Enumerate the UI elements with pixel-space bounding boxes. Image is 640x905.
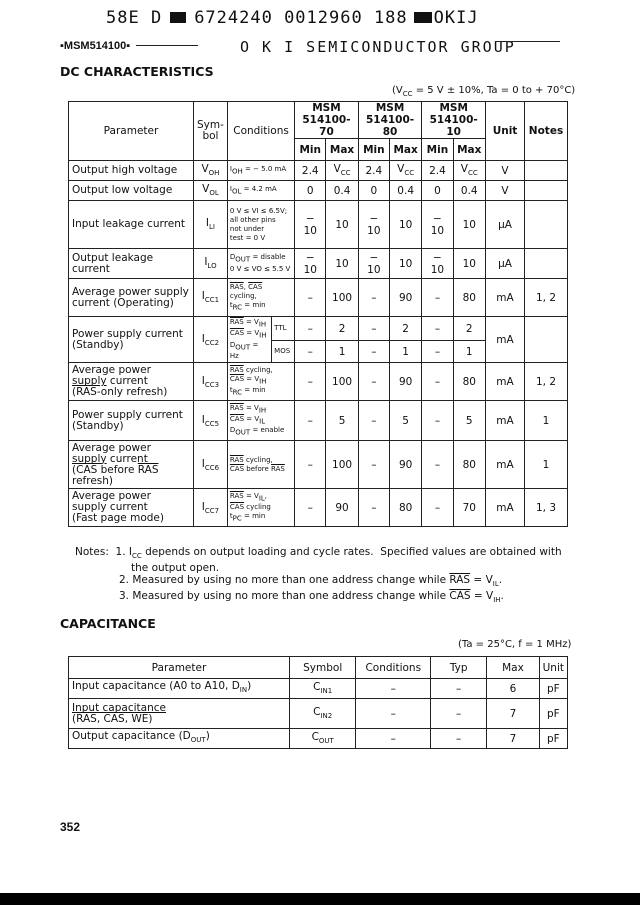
table-row: MOS – 1 – 1 – 1 <box>69 341 568 363</box>
col-unit: Unit <box>486 102 525 161</box>
table-row: Power supply current (Standby) $I_{CC2}$ $\overline{RAS} = V_{IH}$ $\overline{CAS} = V_{IH}$ $D_{OUT} = Hz$ TTL – 2 – 2 – 2 mA <box>69 317 568 341</box>
col-conditions: Conditions <box>227 102 294 161</box>
col-notes: Notes <box>525 102 568 161</box>
table-row: Output low voltage $V_{OL}$ $I_{OL} = 4.2$ mA 0 0.4 0 0.4 0 0.4 V <box>69 181 568 201</box>
col-conditions: Conditions <box>356 657 431 679</box>
table-row: Average power supply current ($\overline{RAS}$-only refresh) $I_{CC3}$ $\overline{RAS}$ cycling, $\overline{CAS} = V_{IH}$ $t_{RC} = \min$ – 100 – 90 – 80 mA 1, 2 <box>69 363 568 401</box>
col-parameter: Parameter <box>69 657 290 679</box>
col-symbol: Symbol <box>289 657 355 679</box>
note-1-cont: the output open. <box>131 562 220 575</box>
col-max: Max <box>326 139 358 161</box>
part-number-line: ▪MSM514100▪ <box>60 40 198 52</box>
table-row: Power supply current (Standby) $I_{CC5}$ $\overline{RAS} = V_{IH}$ $\overline{CAS} = V_{IL}$ $D_{OUT}$ = enable – 5 – 5 – 5 mA 1 <box>69 401 568 441</box>
table-row: Average power supply current (Fast page mode) $I_{CC7}$ $\overline{RAS} = V_{IL}$, $\overline{CAS}$ cycling $t_{PC} = \min$ – 90 – 80 – 70 mA 1, 3 <box>69 489 568 527</box>
note-1: Notes: 1. $I_{CC}$ depends on output loading and cycle rates. Specified values are obtained with <box>75 546 562 561</box>
col-msm-10: MSM 514100-10 <box>422 102 486 139</box>
col-max: Max <box>389 139 421 161</box>
code-left: 58E D <box>106 8 163 28</box>
col-min: Min <box>358 139 389 161</box>
part-number: MSM514100 <box>63 40 127 52</box>
table-row: Input leakage current $I_{LI}$ 0 V ≤ VI ≤ 6.5V; all other pins not under test = 0 V − 10 10 − 10 10 − 10 10 μA <box>69 201 568 249</box>
capacitance-section-title: CAPACITANCE <box>60 616 156 631</box>
table-row: Average power supply current (Operating) $I_{CC1}$ $\overline{RAS}$, $\overline{CAS}$ cycling, $t_{RC} = \min$ – 100 – 90 – 80 mA 1, 2 <box>69 279 568 317</box>
table-row: Output capacitance $(D_{OUT})$ $C_{OUT}$ – – 7 pF <box>69 729 568 749</box>
note-2: 2. Measured by using no more than one address change while $\overline{RAS} = V_{IL}$. <box>119 574 503 589</box>
table-row: Output high voltage $V_{OH}$ $I_{OH}$ = − 5.0 mA 2.4 $V_{CC}$ 2.4 $V_{CC}$ 2.4 $V_{CC}$ V <box>69 161 568 181</box>
col-min: Min <box>295 139 326 161</box>
dc-notes <box>75 546 562 606</box>
black-block-icon <box>170 12 186 23</box>
code-right: OKIJ <box>433 8 479 28</box>
col-parameter: Parameter <box>69 102 194 161</box>
col-msm-80: MSM 514100-80 <box>358 102 422 139</box>
col-min: Min <box>422 139 453 161</box>
dc-section-title: DC CHARACTERISTICS <box>60 64 214 79</box>
col-unit: Unit <box>539 657 567 679</box>
code-mid: 6724240 0012960 188 <box>194 8 408 28</box>
scan-border <box>0 893 640 905</box>
capacitance-table <box>68 656 568 749</box>
dc-conditions: ($V_{CC} = 5$ V ± 10%, Ta = 0 to + 70°C) <box>392 85 576 98</box>
table-row: Input capacitance ($\overline{RAS}$, $\overline{CAS}$, $\overline{WE}$) $C_{IN2}$ – – 7 pF <box>69 699 568 729</box>
header-rule <box>495 41 560 42</box>
dc-characteristics-table <box>68 101 568 527</box>
col-max: Max <box>453 139 485 161</box>
col-msm-70: MSM 514100-70 <box>295 102 359 139</box>
table-row: Average power supply current ($\overline{CAS}$ before $\overline{RAS}$ refresh) $I_{CC6}$ $\overline{RAS}$ cycling, $\overline{CAS}$ before $\overline{RAS}$ – 100 – 90 – 80 mA 1 <box>69 441 568 489</box>
table-row: Input capacitance (A0 to A10, $D_{IN}$) $C_{IN1}$ – – 6 pF <box>69 679 568 699</box>
note-3: 3. Measured by using no more than one address change while $\overline{CAS} = V_{IH}$. <box>119 590 504 605</box>
header-rule <box>136 45 198 46</box>
capacitance-conditions: (Ta = 25°C, f = 1 MHz) <box>458 639 572 650</box>
col-symbol: Sym- bol <box>194 102 228 161</box>
table-row: Output leakage current $I_{LO}$ $D_{OUT}$ = disable 0 V ≤ VO ≤ 5.5 V − 10 10 − 10 10 − 10 10 μA <box>69 249 568 279</box>
page-number: 352 <box>60 820 81 834</box>
col-max: Max <box>487 657 539 679</box>
group-title: O K I SEMICONDUCTOR GROUP <box>240 38 516 56</box>
black-block-icon <box>414 12 432 23</box>
document-code-line <box>106 8 479 28</box>
col-typ: Typ <box>431 657 487 679</box>
